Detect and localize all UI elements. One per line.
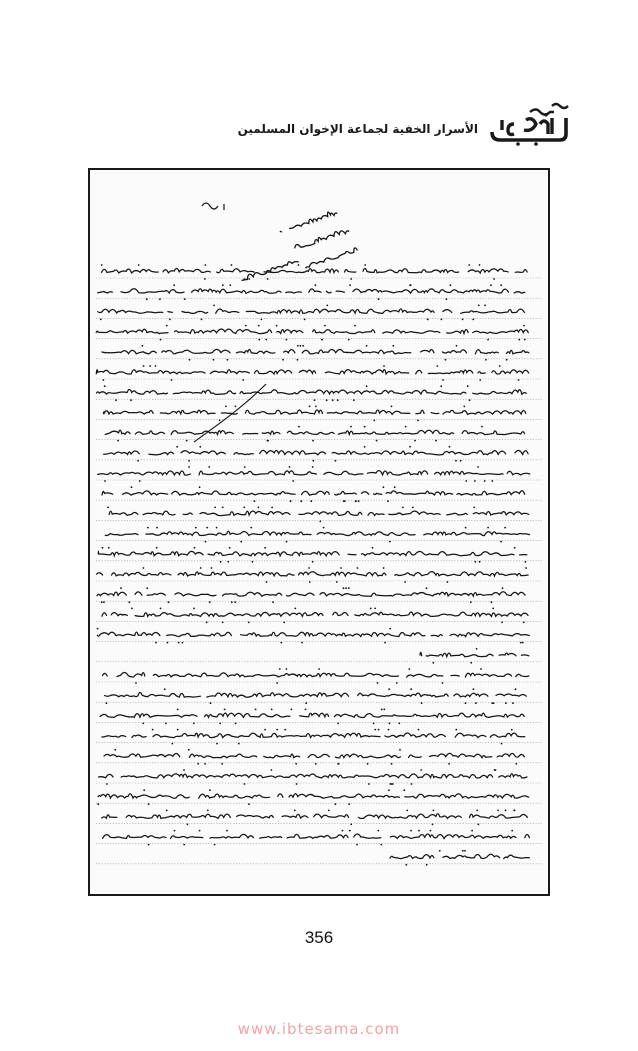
handwritten-line: [104, 446, 528, 462]
handwritten-line: [96, 608, 528, 624]
handwritten-line: [97, 587, 525, 603]
handwritten-line: [92, 769, 527, 785]
handwritten-line: [101, 264, 527, 280]
handwritten-line: [105, 426, 524, 442]
handwritten-line: [97, 567, 529, 583]
page-number: 356: [304, 928, 334, 947]
margin-note: [241, 210, 358, 282]
book-logo: [486, 100, 570, 148]
handwritten-line: [97, 789, 528, 805]
watermark: www.ibtesama.com: [237, 1020, 401, 1038]
handwritten-line: [96, 345, 529, 361]
folio-mark: [202, 203, 224, 210]
handwritten-line: [98, 466, 530, 482]
handwritten-line: [105, 688, 527, 704]
handwritten-line: [98, 305, 525, 321]
handwritten-line: [102, 729, 525, 745]
handwritten-line: [96, 325, 528, 341]
handwritten-line: [102, 810, 528, 826]
handwritten-line: [103, 830, 530, 846]
handwritten-line: [103, 668, 529, 684]
handwritten-line: [97, 385, 527, 401]
handwritten-manuscript-page: [88, 168, 550, 896]
handwritten-line: [98, 547, 527, 563]
handwritten-line: [97, 628, 530, 644]
handwritten-line: [390, 850, 529, 866]
handwritten-line: [95, 406, 526, 422]
handwritten-line: [104, 749, 524, 765]
manuscript-drawing: [90, 170, 548, 894]
handwritten-line: [105, 527, 529, 543]
handwritten-line: [100, 507, 529, 523]
book-header: [68, 100, 570, 148]
handwritten-line: [98, 284, 525, 300]
handwritten-line: [420, 648, 529, 664]
handwritten-line: [96, 365, 528, 381]
handwritten-line: [100, 709, 524, 725]
handwritten-line: [102, 486, 525, 502]
book-subtitle: الأسرار الخفية لجماعة الإخوان المسلمين: [237, 122, 478, 136]
